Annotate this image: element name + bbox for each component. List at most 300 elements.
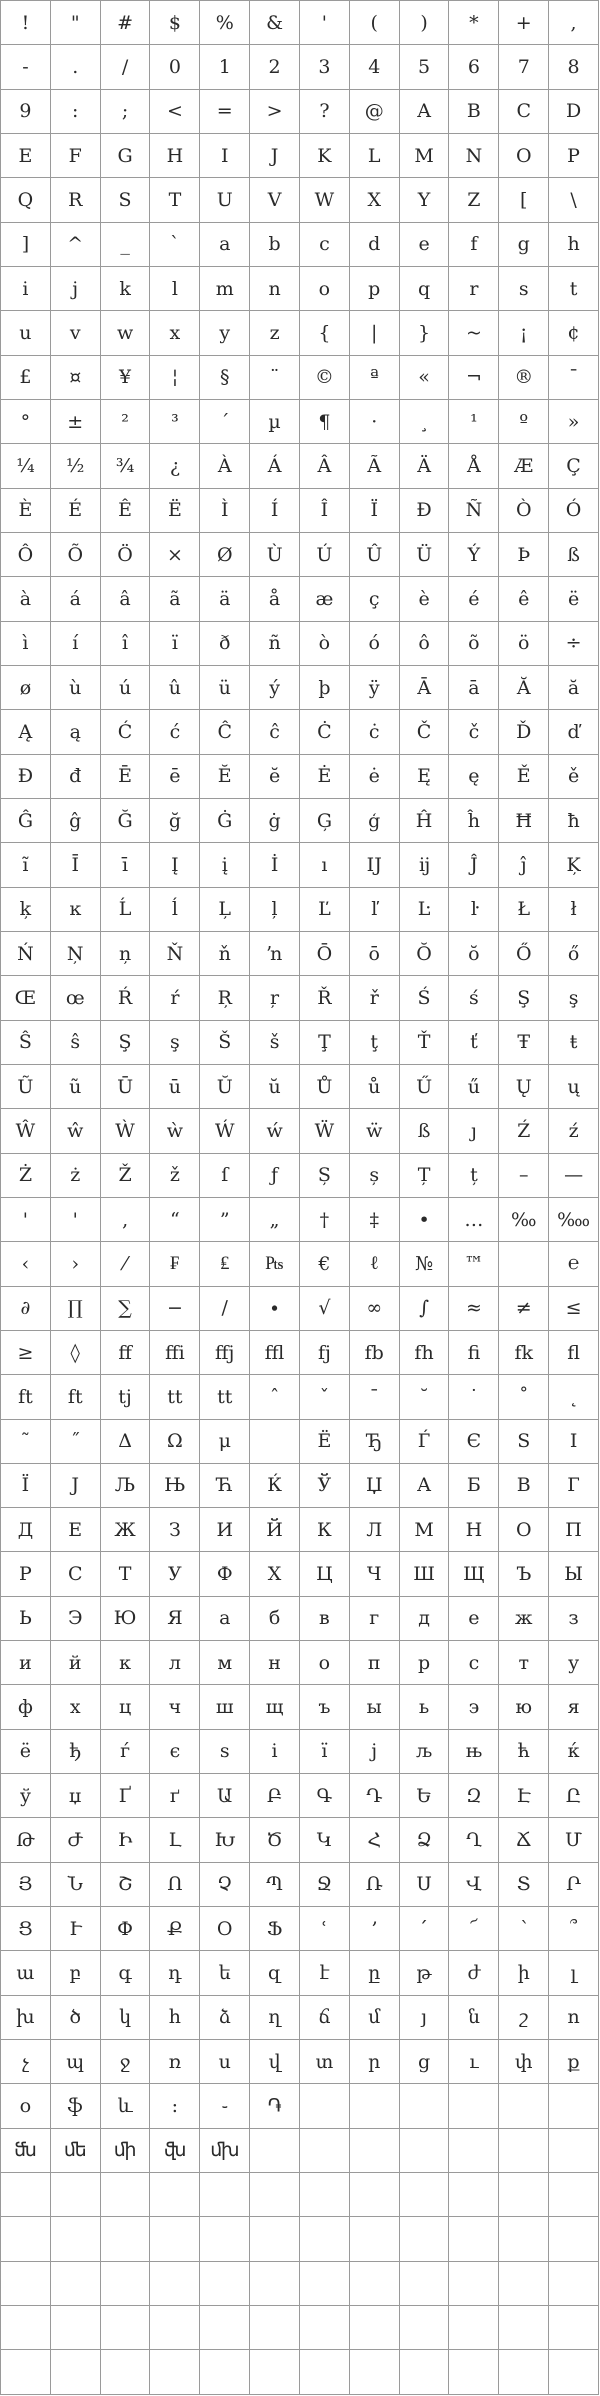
glyph-cell: -	[1, 45, 51, 89]
glyph-cell: ‱	[549, 1198, 599, 1242]
glyph-cell: Ի	[101, 1818, 151, 1862]
glyph-cell: Ý	[449, 533, 499, 577]
glyph-cell: ·	[350, 400, 400, 444]
glyph-cell	[250, 2129, 300, 2173]
glyph-cell: ր	[350, 2040, 400, 2084]
glyph-cell: À	[200, 444, 250, 488]
glyph-cell: P	[549, 134, 599, 178]
glyph-cell: s	[499, 267, 549, 311]
glyph-cell: Э	[51, 1597, 101, 1641]
glyph-cell: Ñ	[449, 489, 499, 533]
glyph-cell: Д	[1, 1508, 51, 1552]
glyph-cell: Ģ	[300, 799, 350, 843]
glyph-cell: ĳ	[400, 843, 450, 887]
glyph-cell: ї	[300, 1730, 350, 1774]
glyph-cell: Ռ	[350, 1863, 400, 1907]
glyph-cell: Ч	[350, 1552, 400, 1596]
glyph-cell: ∏	[51, 1287, 101, 1331]
glyph-cell: Ç	[549, 444, 599, 488]
glyph-cell: Я	[150, 1597, 200, 1641]
glyph-cell	[150, 2217, 200, 2261]
glyph-cell: ñ	[250, 622, 300, 666]
glyph-cell: ‡	[350, 1198, 400, 1242]
glyph-cell: լ	[549, 1951, 599, 1995]
glyph-cell: Ó	[549, 489, 599, 533]
glyph-cell: Ծ	[250, 1818, 300, 1862]
glyph-cell: Ș	[300, 1154, 350, 1198]
glyph-cell: ú	[101, 666, 151, 710]
glyph-cell	[300, 2084, 350, 2128]
glyph-cell	[449, 2262, 499, 2306]
glyph-cell: fi	[449, 1331, 499, 1375]
glyph-cell: Ü	[400, 533, 450, 577]
glyph-cell: ã	[150, 577, 200, 621]
glyph-cell: K	[300, 134, 350, 178]
glyph-cell: Ս	[400, 1863, 450, 1907]
glyph-cell	[400, 2350, 450, 2394]
glyph-cell: ի	[499, 1951, 549, 1995]
glyph-cell: յ	[400, 1996, 450, 2040]
glyph-cell	[549, 2173, 599, 2217]
glyph-cell	[400, 2262, 450, 2306]
glyph-cell: Ж	[101, 1508, 151, 1552]
glyph-cell	[449, 2084, 499, 2128]
glyph-cell: ∙	[250, 1287, 300, 1331]
glyph-cell: №	[400, 1242, 450, 1286]
glyph-cell: м	[200, 1641, 250, 1685]
glyph-cell: «	[400, 356, 450, 400]
glyph-cell: ș	[350, 1154, 400, 1198]
glyph-cell	[250, 2350, 300, 2394]
glyph-cell: ≈	[449, 1287, 499, 1331]
glyph-cell: ը	[350, 1951, 400, 1995]
glyph-cell: Ā	[400, 666, 450, 710]
glyph-cell: Þ	[499, 533, 549, 577]
glyph-cell	[250, 2262, 300, 2306]
glyph-cell: Ì	[200, 489, 250, 533]
glyph-cell	[549, 2350, 599, 2394]
glyph-cell: ^	[51, 223, 101, 267]
glyph-cell: µ	[250, 400, 300, 444]
glyph-cell: ĵ	[499, 843, 549, 887]
glyph-cell: Պ	[250, 1863, 300, 1907]
glyph-cell: ‚	[101, 1198, 151, 1242]
glyph-cell: ţ	[350, 1021, 400, 1065]
glyph-cell	[499, 2173, 549, 2217]
glyph-cell: Հ	[350, 1818, 400, 1862]
glyph-cell: Ћ	[200, 1464, 250, 1508]
glyph-cell	[499, 2350, 549, 2394]
glyph-cell	[101, 2306, 151, 2350]
glyph-cell: Ú	[300, 533, 350, 577]
glyph-cell: Ň	[150, 932, 200, 976]
glyph-cell: Ë	[150, 489, 200, 533]
glyph-cell: т	[499, 1641, 549, 1685]
glyph-cell	[200, 2173, 250, 2217]
glyph-cell: պ	[51, 2040, 101, 2084]
glyph-cell: ě	[549, 755, 599, 799]
glyph-cell: †	[300, 1198, 350, 1242]
glyph-cell: ffj	[200, 1331, 250, 1375]
glyph-cell: ”	[200, 1198, 250, 1242]
glyph-cell: tt	[150, 1375, 200, 1419]
glyph-cell: ≥	[1, 1331, 51, 1375]
glyph-cell: ù	[51, 666, 101, 710]
glyph-cell: п	[350, 1641, 400, 1685]
glyph-cell: ℮	[549, 1242, 599, 1286]
glyph-cell	[499, 2129, 549, 2173]
glyph-cell: y	[200, 311, 250, 355]
glyph-cell: ¼	[1, 444, 51, 488]
glyph-cell	[101, 2350, 151, 2394]
glyph-cell: Ũ	[1, 1065, 51, 1109]
glyph-cell: Ċ	[300, 710, 350, 754]
glyph-cell: բ	[51, 1951, 101, 1995]
glyph-cell: ²	[101, 400, 151, 444]
glyph-cell: ›	[51, 1242, 101, 1286]
glyph-cell: ż	[51, 1154, 101, 1198]
glyph-cell: ﬖ	[150, 2129, 200, 2173]
glyph-cell: ņ	[101, 932, 151, 976]
glyph-cell: û	[150, 666, 200, 710]
glyph-cell: Թ	[1, 1818, 51, 1862]
glyph-cell: Ã	[350, 444, 400, 488]
glyph-cell: ı	[300, 843, 350, 887]
glyph-cell: #	[101, 1, 151, 45]
glyph-cell	[400, 2129, 450, 2173]
glyph-cell	[449, 2129, 499, 2173]
glyph-cell: ē	[150, 755, 200, 799]
glyph-cell: ⁄	[101, 1242, 151, 1286]
glyph-cell: ş	[549, 976, 599, 1020]
glyph-cell: Л	[350, 1508, 400, 1552]
glyph-cell: ղ	[250, 1996, 300, 2040]
glyph-cell: Վ	[449, 1863, 499, 1907]
glyph-cell: հ	[150, 1996, 200, 2040]
glyph-cell: Ĝ	[1, 799, 51, 843]
glyph-cell	[400, 2084, 450, 2128]
glyph-cell: Ż	[1, 1154, 51, 1198]
glyph-cell: Z	[449, 178, 499, 222]
glyph-cell: “	[150, 1198, 200, 1242]
glyph-cell: e	[400, 223, 450, 267]
glyph-cell	[350, 2084, 400, 2128]
glyph-cell: :	[51, 90, 101, 134]
glyph-cell	[101, 2217, 151, 2261]
glyph-cell: ŵ	[51, 1109, 101, 1153]
glyph-cell: ť	[449, 1021, 499, 1065]
glyph-cell: ◊	[51, 1331, 101, 1375]
glyph-cell: ħ	[549, 799, 599, 843]
glyph-cell: Û	[350, 533, 400, 577]
glyph-cell: շ	[499, 1996, 549, 2040]
glyph-cell: Ŀ	[400, 888, 450, 932]
glyph-cell	[1, 2262, 51, 2306]
glyph-cell: П	[549, 1508, 599, 1552]
glyph-cell: Է	[499, 1774, 549, 1818]
glyph-cell: խ	[1, 1996, 51, 2040]
glyph-cell: ô	[400, 622, 450, 666]
glyph-cell	[499, 2262, 549, 2306]
glyph-cell: М	[400, 1508, 450, 1552]
glyph-cell: ó	[350, 622, 400, 666]
glyph-cell: É	[51, 489, 101, 533]
glyph-cell: ĉ	[250, 710, 300, 754]
glyph-cell: à	[1, 577, 51, 621]
glyph-cell: J	[250, 134, 300, 178]
glyph-cell: з	[549, 1597, 599, 1641]
glyph-cell: Ä	[400, 444, 450, 488]
glyph-cell: н	[250, 1641, 300, 1685]
glyph-cell: ∕	[200, 1287, 250, 1331]
glyph-cell	[400, 2306, 450, 2350]
glyph-cell: F	[51, 134, 101, 178]
glyph-cell: Î	[300, 489, 350, 533]
glyph-cell: Ļ	[200, 888, 250, 932]
glyph-cell: ∑	[101, 1287, 151, 1331]
glyph-cell: Ն	[51, 1863, 101, 1907]
glyph-cell: փ	[499, 2040, 549, 2084]
glyph-cell: ћ	[499, 1730, 549, 1774]
glyph-cell: Ġ	[200, 799, 250, 843]
glyph-cell: ś	[449, 976, 499, 1020]
glyph-cell: Ը	[549, 1774, 599, 1818]
glyph-cell: ľ	[350, 888, 400, 932]
glyph-cell: ffi	[150, 1331, 200, 1375]
glyph-cell: Ր	[549, 1863, 599, 1907]
glyph-cell: э	[449, 1685, 499, 1729]
glyph-cell: ẃ	[250, 1109, 300, 1153]
glyph-cell: Ď	[499, 710, 549, 754]
glyph-cell: Ę	[400, 755, 450, 799]
glyph-cell: О	[499, 1508, 549, 1552]
glyph-cell: є	[150, 1730, 200, 1774]
glyph-cell: ð	[200, 622, 250, 666]
glyph-cell: ˝	[51, 1420, 101, 1464]
glyph-cell: ¯	[549, 356, 599, 400]
glyph-cell	[499, 2084, 549, 2128]
glyph-cell: ň	[200, 932, 250, 976]
glyph-cell: Г	[549, 1464, 599, 1508]
glyph-cell: j	[350, 1730, 400, 1774]
glyph-cell: A	[400, 90, 450, 134]
glyph-cell: Ы	[549, 1552, 599, 1596]
glyph-cell: Գ	[300, 1774, 350, 1818]
glyph-cell: ĥ	[449, 799, 499, 843]
glyph-cell: Á	[250, 444, 300, 488]
glyph-cell: ª	[350, 356, 400, 400]
glyph-cell: Ω	[150, 1420, 200, 1464]
glyph-cell: Ű	[400, 1065, 450, 1109]
glyph-cell: Ŝ	[1, 1021, 51, 1065]
glyph-cell: è	[400, 577, 450, 621]
glyph-cell: Յ	[1, 1863, 51, 1907]
glyph-cell: Շ	[101, 1863, 151, 1907]
glyph-cell: ¯	[350, 1375, 400, 1419]
glyph-cell: –	[499, 1154, 549, 1198]
glyph-cell: &	[250, 1, 300, 45]
glyph-cell: ŝ	[51, 1021, 101, 1065]
glyph-cell: у	[549, 1641, 599, 1685]
glyph-cell: Š	[200, 1021, 250, 1065]
glyph-cell: Ź	[499, 1109, 549, 1153]
glyph-cell	[250, 2217, 300, 2261]
glyph-cell: ç	[350, 577, 400, 621]
glyph-cell: Օ	[200, 1907, 250, 1951]
glyph-cell: ֏	[250, 2084, 300, 2128]
glyph-cell: ¨	[250, 356, 300, 400]
glyph-cell	[499, 2306, 549, 2350]
glyph-cell: ы	[350, 1685, 400, 1729]
glyph-cell: Մ	[549, 1818, 599, 1862]
glyph-cell: ջ	[101, 2040, 151, 2084]
glyph-cell: њ	[449, 1730, 499, 1774]
glyph-cell	[1, 2173, 51, 2217]
glyph-cell: \	[549, 178, 599, 222]
glyph-cell: ì	[1, 622, 51, 666]
glyph-cell: æ	[300, 577, 350, 621]
glyph-cell: Ř	[300, 976, 350, 1020]
glyph-cell: ч	[150, 1685, 200, 1729]
glyph-cell	[449, 2350, 499, 2394]
glyph-cell: ]	[1, 223, 51, 267]
glyph-cell: %	[200, 1, 250, 45]
glyph-cell: '	[300, 1, 350, 45]
glyph-cell: Դ	[350, 1774, 400, 1818]
glyph-cell: е	[449, 1597, 499, 1641]
glyph-cell: տ	[300, 2040, 350, 2084]
glyph-cell: ˇ	[300, 1375, 350, 1419]
glyph-cell: ъ	[300, 1685, 350, 1729]
glyph-cell: Ї	[1, 1464, 51, 1508]
glyph-cell: þ	[300, 666, 350, 710]
glyph-cell: ﬔ	[51, 2129, 101, 2173]
glyph-cell	[200, 2306, 250, 2350]
glyph-cell: Զ	[449, 1774, 499, 1818]
glyph-cell: Љ	[101, 1464, 151, 1508]
glyph-cell: ђ	[51, 1730, 101, 1774]
glyph-cell: š	[250, 1021, 300, 1065]
glyph-cell: f	[449, 223, 499, 267]
glyph-cell: ffl	[250, 1331, 300, 1375]
glyph-cell: Ґ	[101, 1774, 151, 1818]
glyph-cell: h	[549, 223, 599, 267]
glyph-cell	[250, 2173, 300, 2217]
glyph-cell: >	[250, 90, 300, 134]
glyph-cell: '	[51, 1198, 101, 1242]
glyph-cell: Δ	[101, 1420, 151, 1464]
glyph-cell: Ņ	[51, 932, 101, 976]
glyph-cell: ?	[300, 90, 350, 134]
glyph-cell: L	[350, 134, 400, 178]
glyph-cell: M	[400, 134, 450, 178]
glyph-cell: Ć	[101, 710, 151, 754]
glyph-cell: Ş	[499, 976, 549, 1020]
glyph-cell: $	[150, 1, 200, 45]
glyph-cell: ե	[200, 1951, 250, 1995]
glyph-cell: =	[200, 90, 250, 134]
glyph-cell: ՜	[449, 1907, 499, 1951]
glyph-cell: ț	[449, 1154, 499, 1198]
glyph-cell: ý	[250, 666, 300, 710]
glyph-cell: H	[150, 134, 200, 178]
glyph-cell: fk	[499, 1331, 549, 1375]
glyph-cell: μ	[200, 1420, 250, 1464]
glyph-cell	[51, 2217, 101, 2261]
glyph-cell: 7	[499, 45, 549, 89]
glyph-cell: t	[549, 267, 599, 311]
glyph-cell: Ղ	[449, 1818, 499, 1862]
glyph-cell: Ќ	[250, 1464, 300, 1508]
glyph-cell: W	[300, 178, 350, 222]
glyph-cell: ≠	[499, 1287, 549, 1331]
glyph-cell	[150, 2306, 200, 2350]
glyph-cell: k	[101, 267, 151, 311]
glyph-cell: ÷	[549, 622, 599, 666]
glyph-cell: `	[150, 223, 200, 267]
glyph-cell: ˘	[400, 1375, 450, 1419]
glyph-cell: n	[250, 267, 300, 311]
glyph-cell: ќ	[549, 1730, 599, 1774]
glyph-cell: ß	[400, 1109, 450, 1153]
glyph-cell: ՞	[549, 1907, 599, 1951]
glyph-cell: а	[200, 1597, 250, 1641]
glyph-cell: Ş	[101, 1021, 151, 1065]
glyph-cell: ¤	[51, 356, 101, 400]
glyph-cell: §	[200, 356, 250, 400]
glyph-cell: Ջ	[300, 1863, 350, 1907]
glyph-cell: ˙	[449, 1375, 499, 1419]
glyph-cell: Q	[1, 178, 51, 222]
glyph-cell: ₧	[250, 1242, 300, 1286]
glyph-cell: Ū	[101, 1065, 151, 1109]
glyph-cell: (	[350, 1, 400, 45]
glyph-cell: ₣	[150, 1242, 200, 1286]
glyph-cell	[150, 2173, 200, 2217]
glyph-cell	[51, 2173, 101, 2217]
glyph-cell: Ẃ	[200, 1109, 250, 1153]
glyph-cell: î	[101, 622, 151, 666]
glyph-cell: 0	[150, 45, 200, 89]
glyph-cell: ď	[549, 710, 599, 754]
glyph-cell: Ğ	[101, 799, 151, 843]
glyph-cell: Ķ	[549, 843, 599, 887]
glyph-cell	[51, 2262, 101, 2306]
glyph-cell: r	[449, 267, 499, 311]
glyph-cell: я	[549, 1685, 599, 1729]
glyph-cell: N	[449, 134, 499, 178]
glyph-cell: с	[449, 1641, 499, 1685]
glyph-cell: œ	[51, 976, 101, 1020]
glyph-cell: z	[250, 311, 300, 355]
glyph-cell	[101, 2173, 151, 2217]
glyph-cell	[1, 2217, 51, 2261]
glyph-cell: 1	[200, 45, 250, 89]
glyph-cell: ц	[101, 1685, 151, 1729]
glyph-cell: ±	[51, 400, 101, 444]
glyph-cell: ķ	[1, 888, 51, 932]
glyph-cell: Ф	[200, 1552, 250, 1596]
glyph-cell: ո	[549, 1996, 599, 2040]
glyph-cell: Ĺ	[101, 888, 151, 932]
glyph-cell: ь	[400, 1685, 450, 1729]
glyph-cell: ř	[350, 976, 400, 1020]
glyph-cell	[300, 2306, 350, 2350]
glyph-cell: Ė	[300, 755, 350, 799]
glyph-cell: Ł	[499, 888, 549, 932]
glyph-cell: Є	[449, 1420, 499, 1464]
glyph-cell: Ù	[250, 533, 300, 577]
